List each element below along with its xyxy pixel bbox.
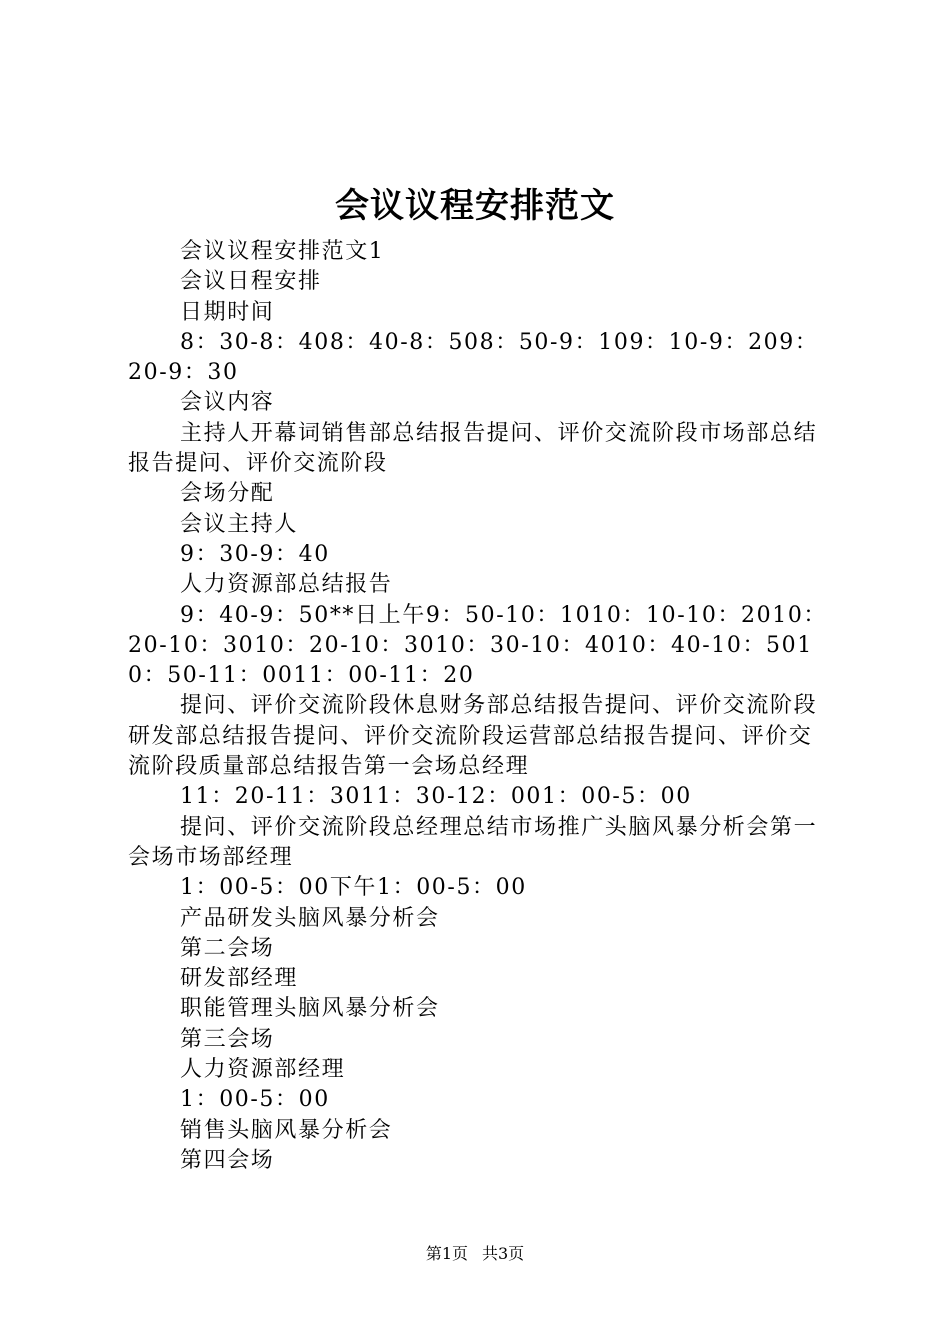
paragraph: 9：30-9：40 xyxy=(180,541,330,567)
page-number: 第1页 xyxy=(425,1244,468,1263)
paragraph: 人力资源部总结报告 xyxy=(180,572,393,598)
paragraph: 产品研发头脑风暴分析会 xyxy=(180,905,440,931)
paragraph: 职能管理头脑风暴分析会 xyxy=(180,996,440,1022)
paragraph: 会议议程安排范文1 xyxy=(180,239,385,264)
paragraph: 研发部经理 xyxy=(180,966,299,992)
paragraph: 销售头脑风暴分析会 xyxy=(180,1117,393,1143)
paragraph: 日期时间 xyxy=(180,299,275,325)
paragraph: 主持人开幕词销售部总结报告提问、评价交流阶段市场部总结报告提问、评价交流阶段 xyxy=(128,420,818,477)
paragraph: 会议日程安排 xyxy=(180,269,322,295)
document-body xyxy=(128,237,832,1176)
document-title: 会议议程安排范文 xyxy=(335,186,615,226)
page-total: 共3页 xyxy=(482,1244,525,1263)
paragraph: 1：00-5：00 xyxy=(180,1087,330,1113)
paragraph: 人力资源部经理 xyxy=(180,1057,346,1083)
paragraph: 会场分配 xyxy=(180,481,275,507)
paragraph: 第三会场 xyxy=(180,1026,275,1052)
paragraph: 会议主持人 xyxy=(180,511,299,537)
paragraph: 8：30-8：408：40-8：508：50-9：109：10-9：209：20-9：30 xyxy=(128,329,819,386)
paragraph: 提问、评价交流阶段休息财务部总结报告提问、评价交流阶段研发部总结报告提问、评价交流阶段运营部总结报告提问、评价交流阶段质量部总结报告第一会场总经理 xyxy=(128,693,818,780)
paragraph: 11：20-11：3011：30-12：001：00-5：00 xyxy=(180,784,692,810)
paragraph: 1：00-5：00下午1：00-5：00 xyxy=(180,875,527,901)
paragraph: 提问、评价交流阶段总经理总结市场推广头脑风暴分析会第一会场市场部经理 xyxy=(128,814,818,870)
paragraph: 第四会场 xyxy=(180,1147,275,1173)
page-footer xyxy=(0,1243,950,1265)
paragraph: 第二会场 xyxy=(180,935,275,961)
paragraph: 会议内容 xyxy=(180,390,275,416)
paragraph: 9：40-9：50**日上午9：50-10：1010：10-10：2010：20-10：3010：20-10：3010：30-10：4010：40-10：5010：50-11：0011：00-11：20 xyxy=(128,602,828,689)
